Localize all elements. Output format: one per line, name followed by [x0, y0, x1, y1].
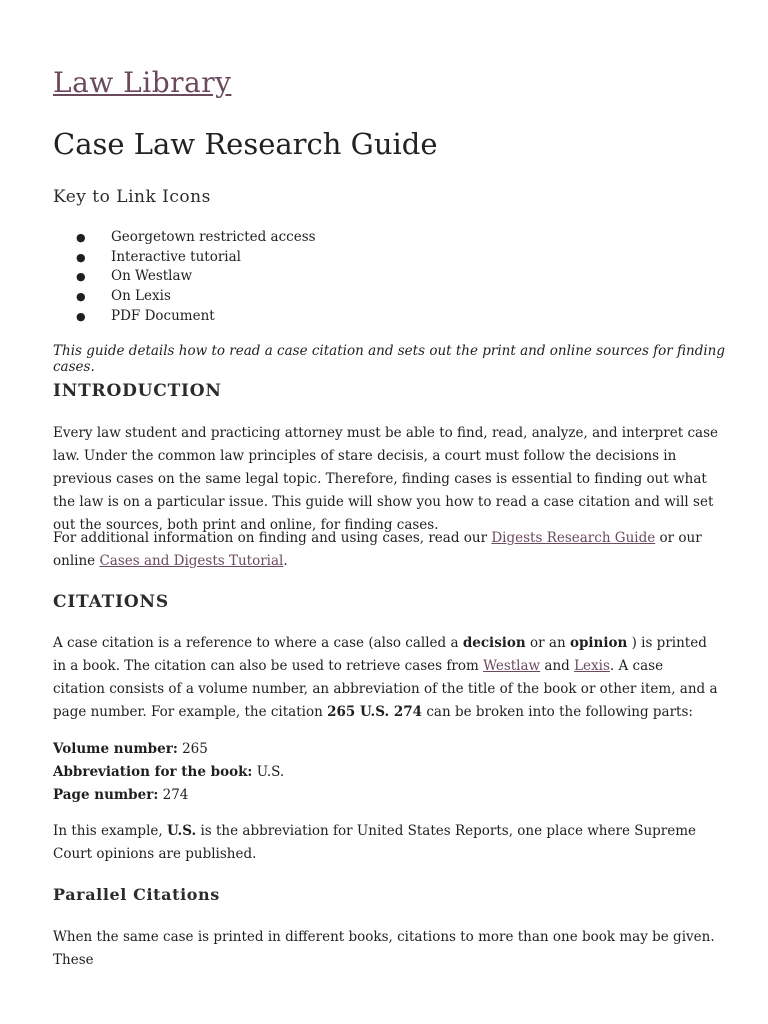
text-segment: can be broken into the following parts:: [422, 704, 693, 720]
list-item-label: PDF Document: [111, 307, 215, 324]
introduction-paragraph: Every law student and practicing attorney must be able to find, read, analyze, and interpret case law. Under the common law principles of stare decisis, a court must follow the decisions in previous cases on the same legal topic. Therefore, finding cases is essential to finding out what the law is on a particular issue. This guide will show you how to read a case citation and will set out the sources, both print and online, for finding cases.: [53, 425, 718, 533]
citation-part-row: [53, 784, 284, 807]
site-title-link[interactable]: Law Library: [53, 66, 232, 99]
text-segment: A case citation is a reference to where a case (also called a: [53, 635, 463, 651]
bullet-icon: ●: [76, 250, 86, 264]
parallel-citations-paragraph: When the same case is printed in different books, citations to more than one book may be given. These: [53, 929, 715, 968]
citation-part-value: U.S.: [252, 764, 285, 780]
list-item-label: Georgetown restricted access: [111, 229, 316, 245]
citations-heading: CITATIONS: [53, 592, 169, 612]
text-segment: In this example,: [53, 823, 167, 839]
text-segment: . A case citation consists of a volume number, an abbreviation of the title of the book or other item, and a page number. For example, the citation: [53, 658, 718, 720]
lexis-link[interactable]: Lexis: [574, 658, 610, 674]
text-segment: ) is printed in a book. The citation can also be used to retrieve cases from: [53, 635, 707, 674]
bullet-icon: ●: [76, 309, 86, 323]
list-item: [53, 248, 316, 268]
citation-part-value: 274: [158, 787, 189, 803]
list-item-label: On Lexis: [111, 288, 171, 305]
westlaw-link[interactable]: Westlaw: [483, 658, 541, 674]
citations-paragraph: [53, 632, 718, 724]
introduction-heading: INTRODUCTION: [53, 381, 222, 401]
bullet-icon: ●: [76, 290, 86, 304]
us-reports-paragraph: [53, 820, 718, 866]
list-item: [53, 287, 316, 307]
bullet-icon: ●: [76, 231, 86, 244]
example-citation: 265 U.S. 274: [327, 704, 423, 720]
opinion-term: opinion: [569, 635, 628, 651]
text-segment: For additional information on finding and using cases, read our: [53, 530, 492, 546]
citation-part-label: Page number:: [53, 787, 159, 803]
text-segment: or an: [525, 635, 570, 651]
page-title: Case Law Research Guide: [53, 127, 438, 161]
list-item-label: Interactive tutorial: [111, 248, 241, 265]
list-item: [53, 228, 316, 248]
citation-part-row: [53, 738, 284, 761]
decision-term: decision: [462, 635, 526, 651]
text-segment: or our online: [53, 530, 702, 569]
citation-part-label: Volume number:: [53, 741, 178, 757]
digests-research-guide-link[interactable]: Digests Research Guide: [491, 530, 656, 546]
list-item: [53, 267, 316, 287]
us-abbreviation: U.S.: [166, 823, 197, 839]
link-icon-key-list: [53, 228, 316, 327]
citation-part-row: [53, 761, 284, 784]
bullet-icon: ●: [76, 270, 86, 284]
additional-info-paragraph: [53, 527, 718, 573]
citation-part-label: Abbreviation for the book:: [53, 764, 253, 780]
guide-summary: This guide details how to read a case citation and sets out the print and online sources for finding cases.: [53, 343, 726, 375]
list-item: [53, 307, 316, 327]
parallel-citations-heading: Parallel Citations: [53, 885, 220, 904]
citation-part-value: 265: [177, 741, 208, 757]
citation-parts: [53, 738, 284, 807]
text-segment: and: [540, 658, 575, 674]
key-heading: Key to Link Icons: [53, 187, 211, 207]
text-segment: .: [283, 553, 288, 569]
list-item-label: On Westlaw: [111, 268, 193, 285]
text-segment: is the abbreviation for United States Reports, one place where Supreme Court opinions are published.: [53, 823, 697, 862]
cases-and-digests-tutorial-link[interactable]: Cases and Digests Tutorial: [99, 553, 284, 569]
